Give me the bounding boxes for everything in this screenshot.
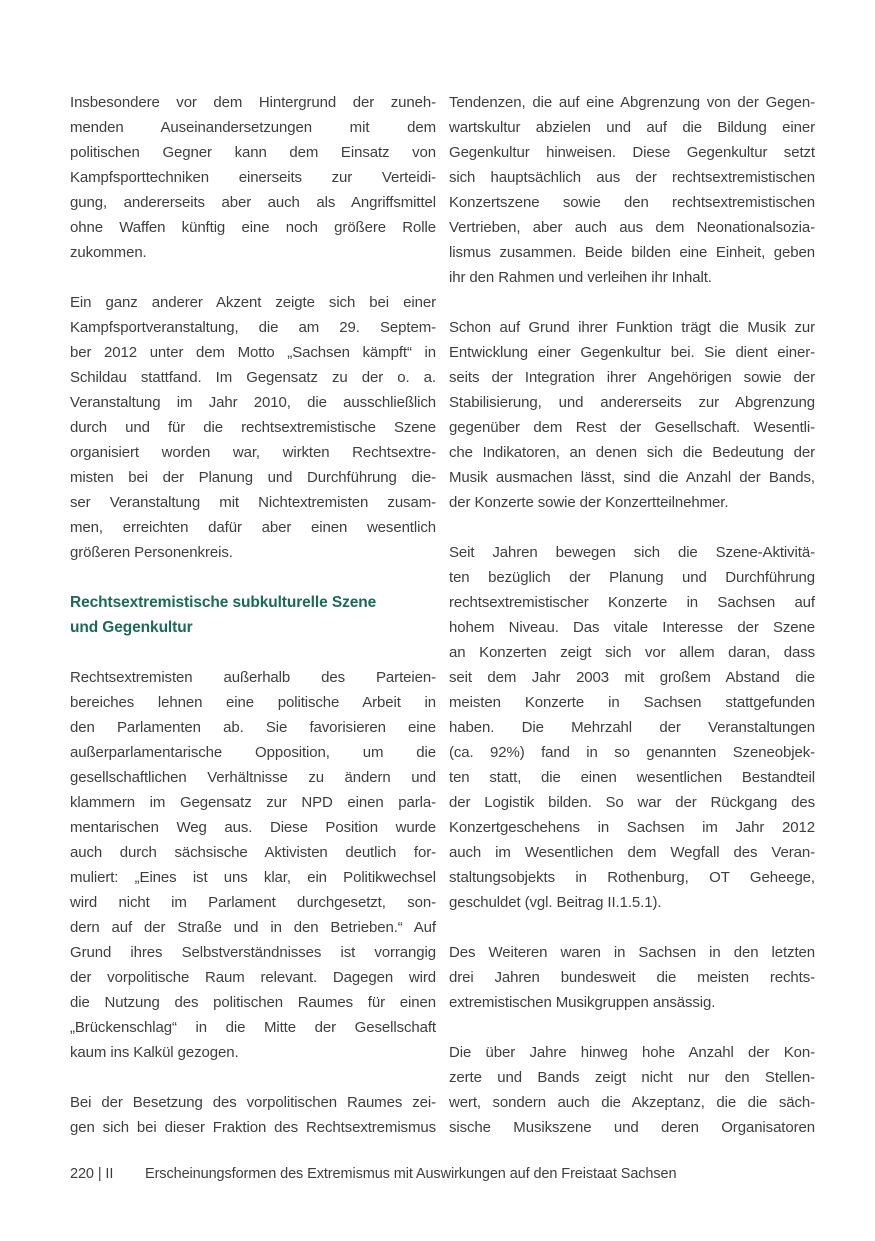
- text-line: wartskultur abzielen und auf die Bildung einer: [449, 119, 815, 136]
- text-line: wird nicht im Parlament durchgesetzt, son-: [70, 894, 436, 911]
- text-line: Vertrieben, aber auch aus dem Neonationalsozia-: [449, 219, 815, 236]
- section-heading-line: und Gegenkultur: [70, 619, 193, 636]
- text-line: zukommen.: [70, 244, 147, 261]
- text-line: gung, andererseits aber auch als Angriffsmittel: [70, 194, 436, 211]
- text-line: der Logistik bilden. So war der Rückgang des: [449, 794, 815, 811]
- text-line: Die über Jahre hinweg hohe Anzahl der Kon-: [449, 1044, 815, 1061]
- paragraph: [70, 1090, 436, 1140]
- text-line: den Parlamenten ab. Sie favorisieren eine: [70, 719, 436, 736]
- text-line: Seit Jahren bewegen sich die Szene-Aktivitä-: [449, 544, 815, 561]
- text-line: bereiches lehnen eine politische Arbeit in: [70, 694, 436, 711]
- section-heading: [70, 590, 436, 640]
- text-line: ohne Waffen künftig eine noch größere Rolle: [70, 219, 436, 236]
- text-column-right: [449, 90, 815, 1165]
- text-line: Kampfsportveranstaltung, die am 29. Septem-: [70, 319, 436, 336]
- text-line: Entwicklung einer Gegenkultur bei. Sie dient einer-: [449, 344, 815, 361]
- text-line: mentarischen Weg aus. Diese Position wurde: [70, 819, 436, 836]
- paragraph: [449, 1040, 815, 1140]
- text-line: sich hauptsächlich aus der rechtsextremistischen: [449, 169, 815, 186]
- text-line: außerparlamentarische Opposition, um die: [70, 744, 436, 761]
- text-line: zerte und Bands zeigt nicht nur den Stellen-: [449, 1069, 815, 1086]
- paragraph: [449, 540, 815, 915]
- text-line: ten statt, die einen wesentlichen Bestandteil: [449, 769, 815, 786]
- footer-page-number: 220 | II: [70, 1166, 114, 1182]
- footer-chapter-title: Erscheinungsformen des Extremismus mit Auswirkungen auf den Freistaat Sachsen: [145, 1166, 677, 1182]
- text-line: Grund ihres Selbstverständnisses ist vorrangig: [70, 944, 436, 961]
- paragraph: [70, 290, 436, 565]
- text-line: organisiert worden war, wirkten Rechtsextre-: [70, 444, 436, 461]
- text-line: Stabilisierung, und andererseits zur Abgrenzung: [449, 394, 815, 411]
- text-line: Rechtsextremisten außerhalb des Parteien-: [70, 669, 436, 686]
- text-line: auch durch sächsische Aktivisten deutlich for-: [70, 844, 436, 861]
- text-line: Konzertszene sowie den rechtsextremistischen: [449, 194, 815, 211]
- text-line: „Brückenschlag“ in die Mitte der Gesellschaft: [70, 1019, 436, 1036]
- text-line: misten bei der Planung und Durchführung die-: [70, 469, 436, 486]
- text-line: ser Veranstaltung mit Nichtextremisten zusam-: [70, 494, 436, 511]
- text-line: drei Jahren bundesweit die meisten rechts-: [449, 969, 815, 986]
- text-line: gegenüber dem Rest der Gesellschaft. Wesentli-: [449, 419, 815, 436]
- text-line: Schon auf Grund ihrer Funktion trägt die Musik zur: [449, 319, 815, 336]
- text-line: Kampfsporttechniken einerseits zur Verteidi-: [70, 169, 436, 186]
- text-line: Gegenkultur hinweisen. Diese Gegenkultur setzt: [449, 144, 815, 161]
- text-line: größeren Personenkreis.: [70, 544, 233, 561]
- paragraph: [70, 665, 436, 1065]
- text-line: lismus zusammen. Beide bilden eine Einheit, geben: [449, 244, 815, 261]
- text-line: extremistischen Musikgruppen ansässig.: [449, 994, 716, 1011]
- text-line: klammern im Gegensatz zur NPD einen parla-: [70, 794, 436, 811]
- text-line: der Konzerte sowie der Konzertteilnehmer.: [449, 494, 729, 511]
- text-line: sische Musikszene und deren Organisatoren: [449, 1119, 815, 1136]
- paragraph: [449, 940, 815, 1015]
- text-line: Insbesondere vor dem Hintergrund der zuneh-: [70, 94, 436, 111]
- text-line: Bei der Besetzung des vorpolitischen Raumes zei-: [70, 1094, 436, 1111]
- text-line: men, erreichten dafür aber einen wesentlich: [70, 519, 436, 536]
- text-line: kaum ins Kalkül gezogen.: [70, 1044, 239, 1061]
- text-line: an Konzerten zeigt sich vor allem daran, dass: [449, 644, 815, 661]
- text-line: muliert: „Eines ist uns klar, ein Politikwechsel: [70, 869, 436, 886]
- text-line: Des Weiteren waren in Sachsen in den letzten: [449, 944, 815, 961]
- text-line: auch im Wesentlichen dem Wegfall des Veran-: [449, 844, 815, 861]
- text-line: Ein ganz anderer Akzent zeigte sich bei einer: [70, 294, 436, 311]
- text-line: ber 2012 unter dem Motto „Sachsen kämpft“ in: [70, 344, 436, 361]
- paragraph: [449, 315, 815, 515]
- text-line: (ca. 92%) fand in so genannten Szeneobjek-: [449, 744, 815, 761]
- text-line: Tendenzen, die auf eine Abgrenzung von der Gegen-: [449, 94, 815, 111]
- text-line: menden Auseinandersetzungen mit dem: [70, 119, 436, 136]
- text-line: seits der Integration ihrer Angehörigen sowie der: [449, 369, 815, 386]
- text-line: Konzertgeschehens in Sachsen im Jahr 2012: [449, 819, 815, 836]
- text-line: politischen Gegner kann dem Einsatz von: [70, 144, 436, 161]
- text-column-left: [70, 90, 436, 1165]
- paragraph: [70, 90, 436, 265]
- text-line: gesellschaftlichen Verhältnisse zu ändern und: [70, 769, 436, 786]
- text-line: Musik ausmachen lässt, sind die Anzahl der Bands,: [449, 469, 815, 486]
- text-line: haben. Die Mehrzahl der Veranstaltungen: [449, 719, 815, 736]
- text-line: meisten Konzerte in Sachsen stattgefunden: [449, 694, 815, 711]
- paragraph: [449, 90, 815, 290]
- text-line: die Nutzung des politischen Raumes für einen: [70, 994, 436, 1011]
- text-line: staltungsobjekts in Rothenburg, OT Geheege,: [449, 869, 815, 886]
- text-line: hohem Niveau. Das vitale Interesse der Szene: [449, 619, 815, 636]
- text-line: durch und für die rechtsextremistische Szene: [70, 419, 436, 436]
- text-line: Veranstaltung im Jahr 2010, die ausschließlich: [70, 394, 436, 411]
- text-line: dern auf der Straße und in den Betrieben.“ Auf: [70, 919, 436, 936]
- text-line: der vorpolitische Raum relevant. Dagegen wird: [70, 969, 436, 986]
- text-line: rechtsextremistischer Konzerte in Sachsen auf: [449, 594, 815, 611]
- text-line: ten bezüglich der Planung und Durchführung: [449, 569, 815, 586]
- text-line: ihr den Rahmen und verleihen ihr Inhalt.: [449, 269, 712, 286]
- section-heading-line: Rechtsextremistische subkulturelle Szene: [70, 594, 377, 611]
- text-line: che Indikatoren, an denen sich die Bedeutung der: [449, 444, 815, 461]
- text-line: seit dem Jahr 2003 mit großem Abstand die: [449, 669, 815, 686]
- text-line: Schildau stattfand. Im Gegensatz zu der o. a.: [70, 369, 436, 386]
- text-line: gen sich bei dieser Fraktion des Rechtsextremismus: [70, 1119, 436, 1136]
- page-footer: [0, 1162, 875, 1187]
- text-line: wert, sondern auch die Akzeptanz, die die säch-: [449, 1094, 815, 1111]
- text-line: geschuldet (vgl. Beitrag II.1.5.1).: [449, 894, 662, 911]
